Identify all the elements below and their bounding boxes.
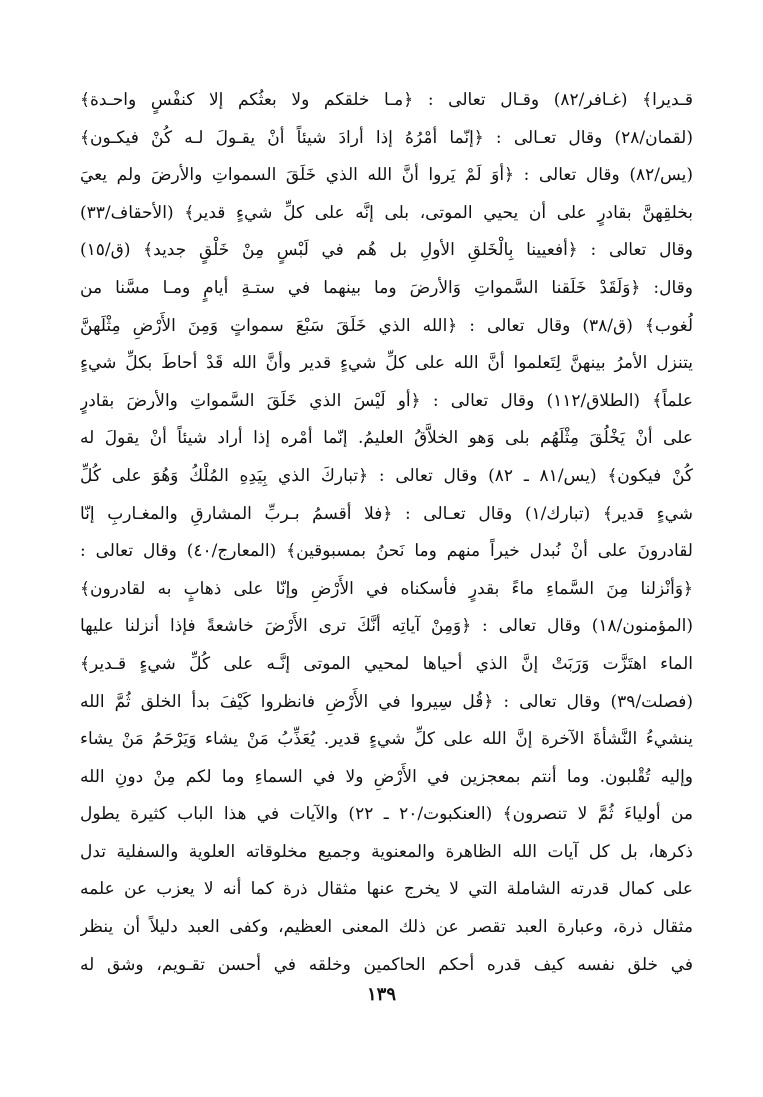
text-line: علماً﴾ (الطلاق/١١٢) وقال تعالى : ﴿أو لَيْسَ الذي خَلَقَ السَّمواتِ والأرضَ بقادرٍ (80, 390, 693, 411)
text-line: على كمال قدرته الشاملة التي لا يخرج عنها مثقال ذرة كما أنه لا يعزب عن علمه (80, 879, 693, 900)
text-line: ينشيءُ النَّشأةَ الآخرة إنَّ الله على كلِّ شيءٍ قدير. يُعَذِّبُ مَنْ يشاء وَيَرْحَمُ مَنْ يشاء (80, 729, 693, 750)
body-text (80, 82, 693, 984)
text-line: لُغوب﴾ (ق/٣٨) وقال تعالى : ﴿الله الذي خَلَقَ سَبْعَ سمواتٍ وَمِنَ الأَرْضِ مِثْلَهنَّ (80, 315, 693, 336)
text-line: مثقال ذرة، وعبارة العبد تقصر عن ذلك المعنى العظيم، وكفى العبد دليلاً أن ينظر (80, 917, 693, 938)
text-line: الماء اهتَزَّت وَرَبَتْ إنَّ الذي أحياها لمحيي الموتى إنَّـه على كُلِّ شيءٍ قـدير﴾ (80, 653, 693, 674)
text-line: كُنْ فيكون﴾ (يس/٨١ ـ ٨٢) وقال تعالى : ﴿تباركَ الذي بِيَدِهِ المُلْكُ وَهُوَ على كُلِّ (80, 465, 693, 486)
text-line: وقال تعالى : ﴿أفعيينا بِالْخَلقِ الأولِ بل هُم في لَبْسٍ مِنْ خَلْقٍ جديد﴾ (ق/١٥) (80, 240, 693, 261)
text-line: وإليه تُقْلبون. وما أنتم بمعجزين في الأَرْضِ ولا في السماءِ وما لكم مِنْ دونِ الله (80, 766, 693, 787)
text-line: في خلق نفسه كيف قدره أحكم الحاكمين وخلقه في أحسن تقـويم، وشق له (80, 954, 693, 975)
text-line: لقادرونَ على أنْ نُبدل خيراً منهم وما نَحنُ بمسبوقين﴾ (المعارج/٤٠) وقال تعالى : (80, 541, 693, 562)
text-line: (لقمان/٢٨) وقال تعـالى : ﴿إنّما أمْرُهُ إذا أرادَ شيئاً أنْ يقـولَ لـه كُنْ فيكـون﴾ (80, 127, 693, 148)
text-line: بخلقِهنَّ بقادرٍ على أن يحيي الموتى، بلى إنَّه على كلِّ شيءٍ قدير﴾ (الأحقاف/٣٣) (80, 202, 693, 223)
page-number: ١٣٩ (366, 984, 396, 1005)
text-line: ﴿وَأنْزلنا مِنَ السَّماءِ ماءً بقدرٍ فأسكناه في الأَرْضِ وإنّا على ذهابٍ به لقادرون﴾ (80, 578, 693, 599)
text-line: على أنْ يَخْلُقَ مِثْلَهُم بلى وَهو الخلاَّقُ العليمُ. إنّما أمْره إذا أراد شيئاً أنْ يقولَ له (80, 428, 693, 449)
text-line: (يس/٨٢) وقال تعالى : ﴿أوَ لَمْ يَروا أنَّ الله الذي خَلَقَ السمواتِ والأرضَ ولم يعيَ (80, 165, 693, 186)
text-line: يتنزل الأمرُ بينهنَّ لِتَعلموا أنَّ الله على كلِّ شيءٍ قدير وأنَّ الله قَدْ أحاطَ بكلِّ شيءٍ (80, 353, 693, 374)
text-line: (المؤمنون/١٨) وقال تعالى : ﴿وَمِنْ آياتِه أنَّكَ ترى الأَرْضَ خاشعةً فإذا أنزلنا عليها (80, 616, 693, 637)
text-line: شيءٍ قدير﴾ (تبارك/١) وقال تعـالى : ﴿فلا أقسمُ بـربِّ المشارقِ والمغـاربِ إنّا (80, 503, 693, 524)
text-line: (فصلت/٣٩) وقال تعالى : ﴿قُل سِيروا في الأَرْضِ فانظروا كَيْفَ بدأ الخلق ثُمَّ الله (80, 691, 693, 712)
text-line: قـديرا﴾ (غـافر/٨٢) وقـال تعالى : ﴿مـا خلقكم ولا بعثُكم إلا كنفْسٍ واحـدة﴾ (80, 90, 693, 110)
text-line: من أولياءَ ثُمَّ لا تنصرون﴾ (العنكبوت/٢٠ ـ ٢٢) والآيات في هذا الباب كثيرة يطول (80, 804, 693, 825)
text-line: ذكرها، بل كل آيات الله الظاهرة والمعنوية وجميع مخلوقاته العلوية والسفلية تدل (80, 841, 693, 862)
text-line: وقال: ﴿وَلَقَدْ خَلَقنا السَّمواتِ وَالأرضَ وما بينهما في ستـةِ أيامٍ ومـا مسَّنا من (80, 277, 693, 298)
